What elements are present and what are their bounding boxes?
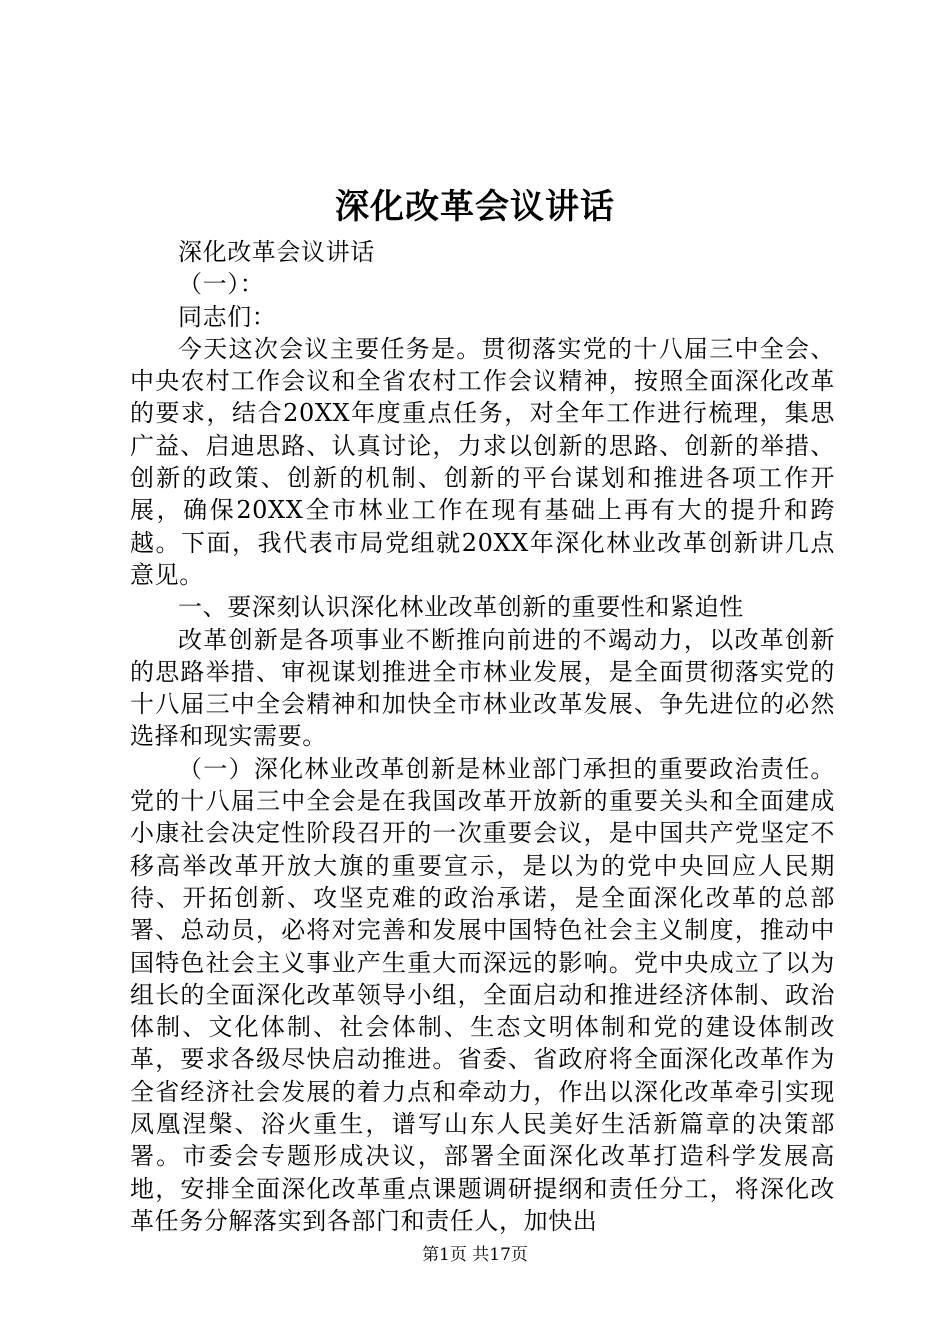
document-body [130, 236, 835, 1237]
paragraph: （一）深化林业改革创新是林业部门承担的重要政治责任。党的十八届三中全会是在我国改革开放新的重要关头和全面建成小康社会决定性阶段召开的一次重要会议，是中国共产党坚定不移高举改革开放大旗的重要宣示，是以为的党中央回应人民期待、开拓创新、攻坚克难的政治承诺，是全面深化改革的总部署、总动员，必将对完善和发展中国特色社会主义制度，推动中国特色社会主义事业产生重大而深远的影响。党中央成立了以为组长的全面深化改革领导小组，全面启动和推进经济体制、政治体制、文化体制、社会体制、生态文明体制和党的建设体制改革，要求各级尽快启动推进。省委、省政府将全面深化改革作为全省经济社会发展的着力点和牵动力，作出以深化改革牵引实现凤凰涅槃、浴火重生，谱写山东人民美好生活新篇章的决策部署。市委会专题形成决议，部署全面深化改革打造科学发展高地，安排全面深化改革重点课题调研提纲和责任分工，将深化改革任务分解落实到各部门和责任人，加快出 [130, 754, 835, 1235]
paragraph: 同志们： [178, 302, 277, 331]
paragraph: （一）： [178, 270, 265, 299]
section-heading: 一、要深刻认识深化林业改革创新的重要性和紧迫性 [178, 593, 744, 622]
page-number-footer: 第1页 共17页 [422, 1245, 528, 1265]
paragraph: 改革创新是各项事业不断推向前进的不竭动力，以改革创新的思路举措、审视谋划推进全市林业发展，是全面贯彻落实党的十八届三中全会精神和加快全市林业改革发展、争先进位的必然选择和现实需要。 [130, 625, 835, 751]
paragraph: 今天这次会议主要任务是。贯彻落实党的十八届三中全会、中央农村工作会议和全省农村工作会议精神，按照全面深化改革的要求，结合20XX年度重点任务，对全年工作进行梳理，集思广益、启迪思路、认真讨论，力求以创新的思路、创新的举措、创新的政策、创新的机制、创新的平台谋划和推进各项工作开展，确保20XX全市林业工作在现有基础上再有大的提升和跨越。下面，我代表市局党组就20XX年深化林业改革创新讲几点意见。 [130, 334, 835, 589]
paragraph: 深化改革会议讲话 [178, 238, 375, 266]
document-title: 深化改革会议讲话 [335, 187, 615, 227]
